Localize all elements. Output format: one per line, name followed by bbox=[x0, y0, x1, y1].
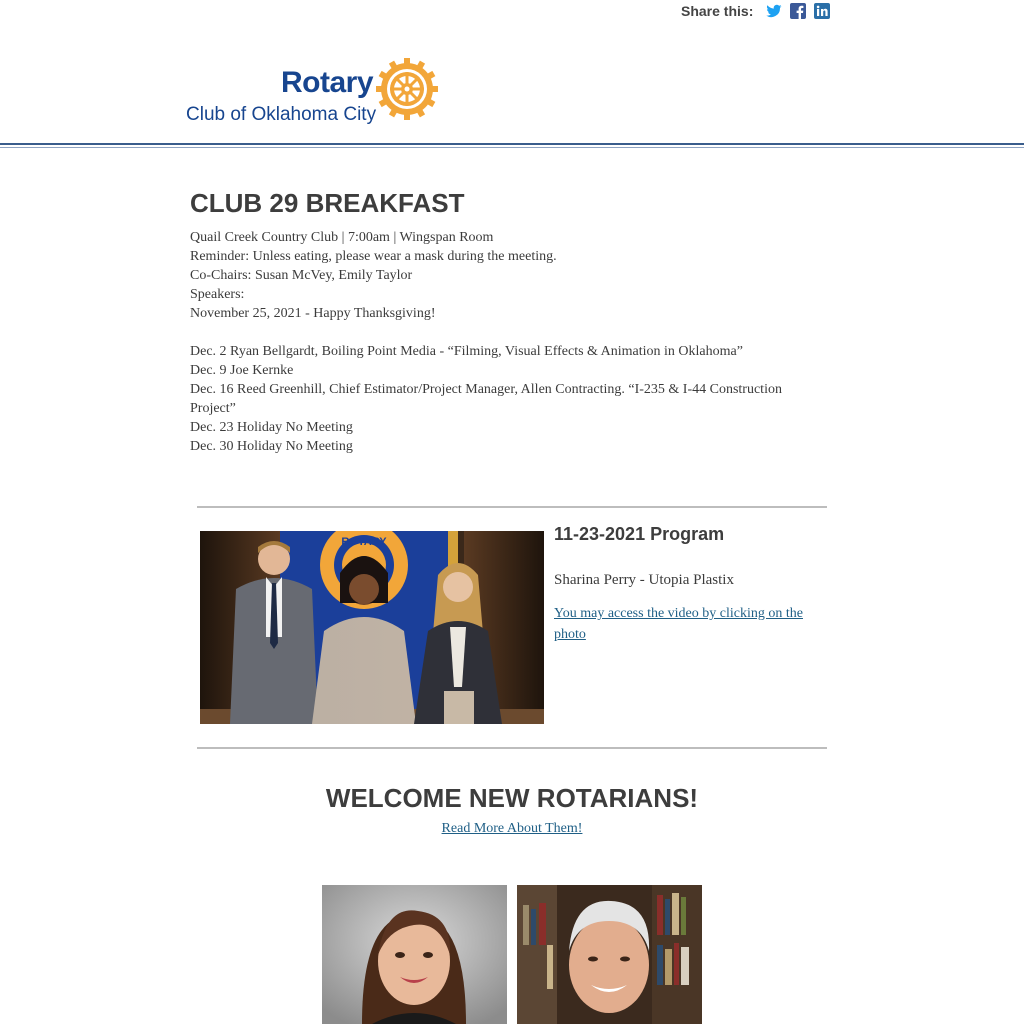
section-divider bbox=[197, 506, 827, 508]
rotary-wheel-icon bbox=[376, 58, 438, 120]
program-title: 11-23-2021 Program bbox=[554, 524, 725, 544]
welcome-title: WELCOME NEW ROTARIANS! bbox=[325, 783, 699, 813]
breakfast-line: Quail Creek Country Club | 7:00am | Wingspan Room bbox=[190, 230, 494, 245]
new-rotarian-photo[interactable] bbox=[322, 885, 507, 1024]
header-rule bbox=[0, 143, 1024, 145]
share-label: Share this: bbox=[681, 3, 754, 19]
speaker-line: Dec. 30 Holiday No Meeting bbox=[190, 439, 353, 454]
breakfast-title: CLUB 29 BREAKFAST bbox=[190, 188, 465, 218]
portrait-woman-image bbox=[322, 885, 507, 1024]
portrait-man-image bbox=[517, 885, 702, 1024]
rotary-logo[interactable] bbox=[186, 56, 446, 130]
linkedin-icon[interactable] bbox=[814, 3, 830, 19]
new-rotarian-photo[interactable] bbox=[517, 885, 702, 1024]
banner-text: ROTARY bbox=[341, 536, 387, 548]
breakfast-section bbox=[190, 187, 830, 456]
twitter-icon[interactable] bbox=[766, 3, 782, 19]
read-more-container bbox=[0, 821, 1024, 837]
logo-subtitle: Club of Oklahoma City bbox=[186, 104, 377, 125]
section-divider bbox=[197, 747, 827, 749]
speaker-line: Dec. 9 Joe Kernke bbox=[190, 363, 294, 378]
breakfast-line: Co-Chairs: Susan McVey, Emily Taylor bbox=[190, 268, 413, 283]
speaker-line: Dec. 16 Reed Greenhill, Chief Estimator/Project Manager, Allen Contracting. “I-235 & I-44 Construction Project” bbox=[190, 382, 782, 416]
share-bar bbox=[681, 3, 838, 19]
program-photo-image bbox=[200, 531, 544, 724]
speaker-line: Dec. 2 Ryan Bellgardt, Boiling Point Media - “Filming, Visual Effects & Animation in Oklahoma” bbox=[190, 344, 743, 359]
speaker-line: Dec. 23 Holiday No Meeting bbox=[190, 420, 353, 435]
facebook-icon[interactable] bbox=[790, 3, 806, 19]
breakfast-line: Reminder: Unless eating, please wear a mask during the meeting. bbox=[190, 249, 557, 264]
spacer bbox=[190, 323, 830, 342]
program-photo[interactable] bbox=[200, 531, 544, 724]
program-video-link[interactable]: You may access the video by clicking on the photo bbox=[554, 606, 803, 642]
breakfast-line: Speakers: bbox=[190, 287, 245, 302]
logo-wordmark: Rotary bbox=[281, 66, 374, 99]
header-rule-thin bbox=[0, 147, 1024, 148]
read-more-link[interactable]: Read More About Them! bbox=[441, 821, 583, 836]
breakfast-line: November 25, 2021 - Happy Thanksgiving! bbox=[190, 306, 436, 321]
program-speaker: Sharina Perry - Utopia Plastix bbox=[554, 572, 734, 588]
